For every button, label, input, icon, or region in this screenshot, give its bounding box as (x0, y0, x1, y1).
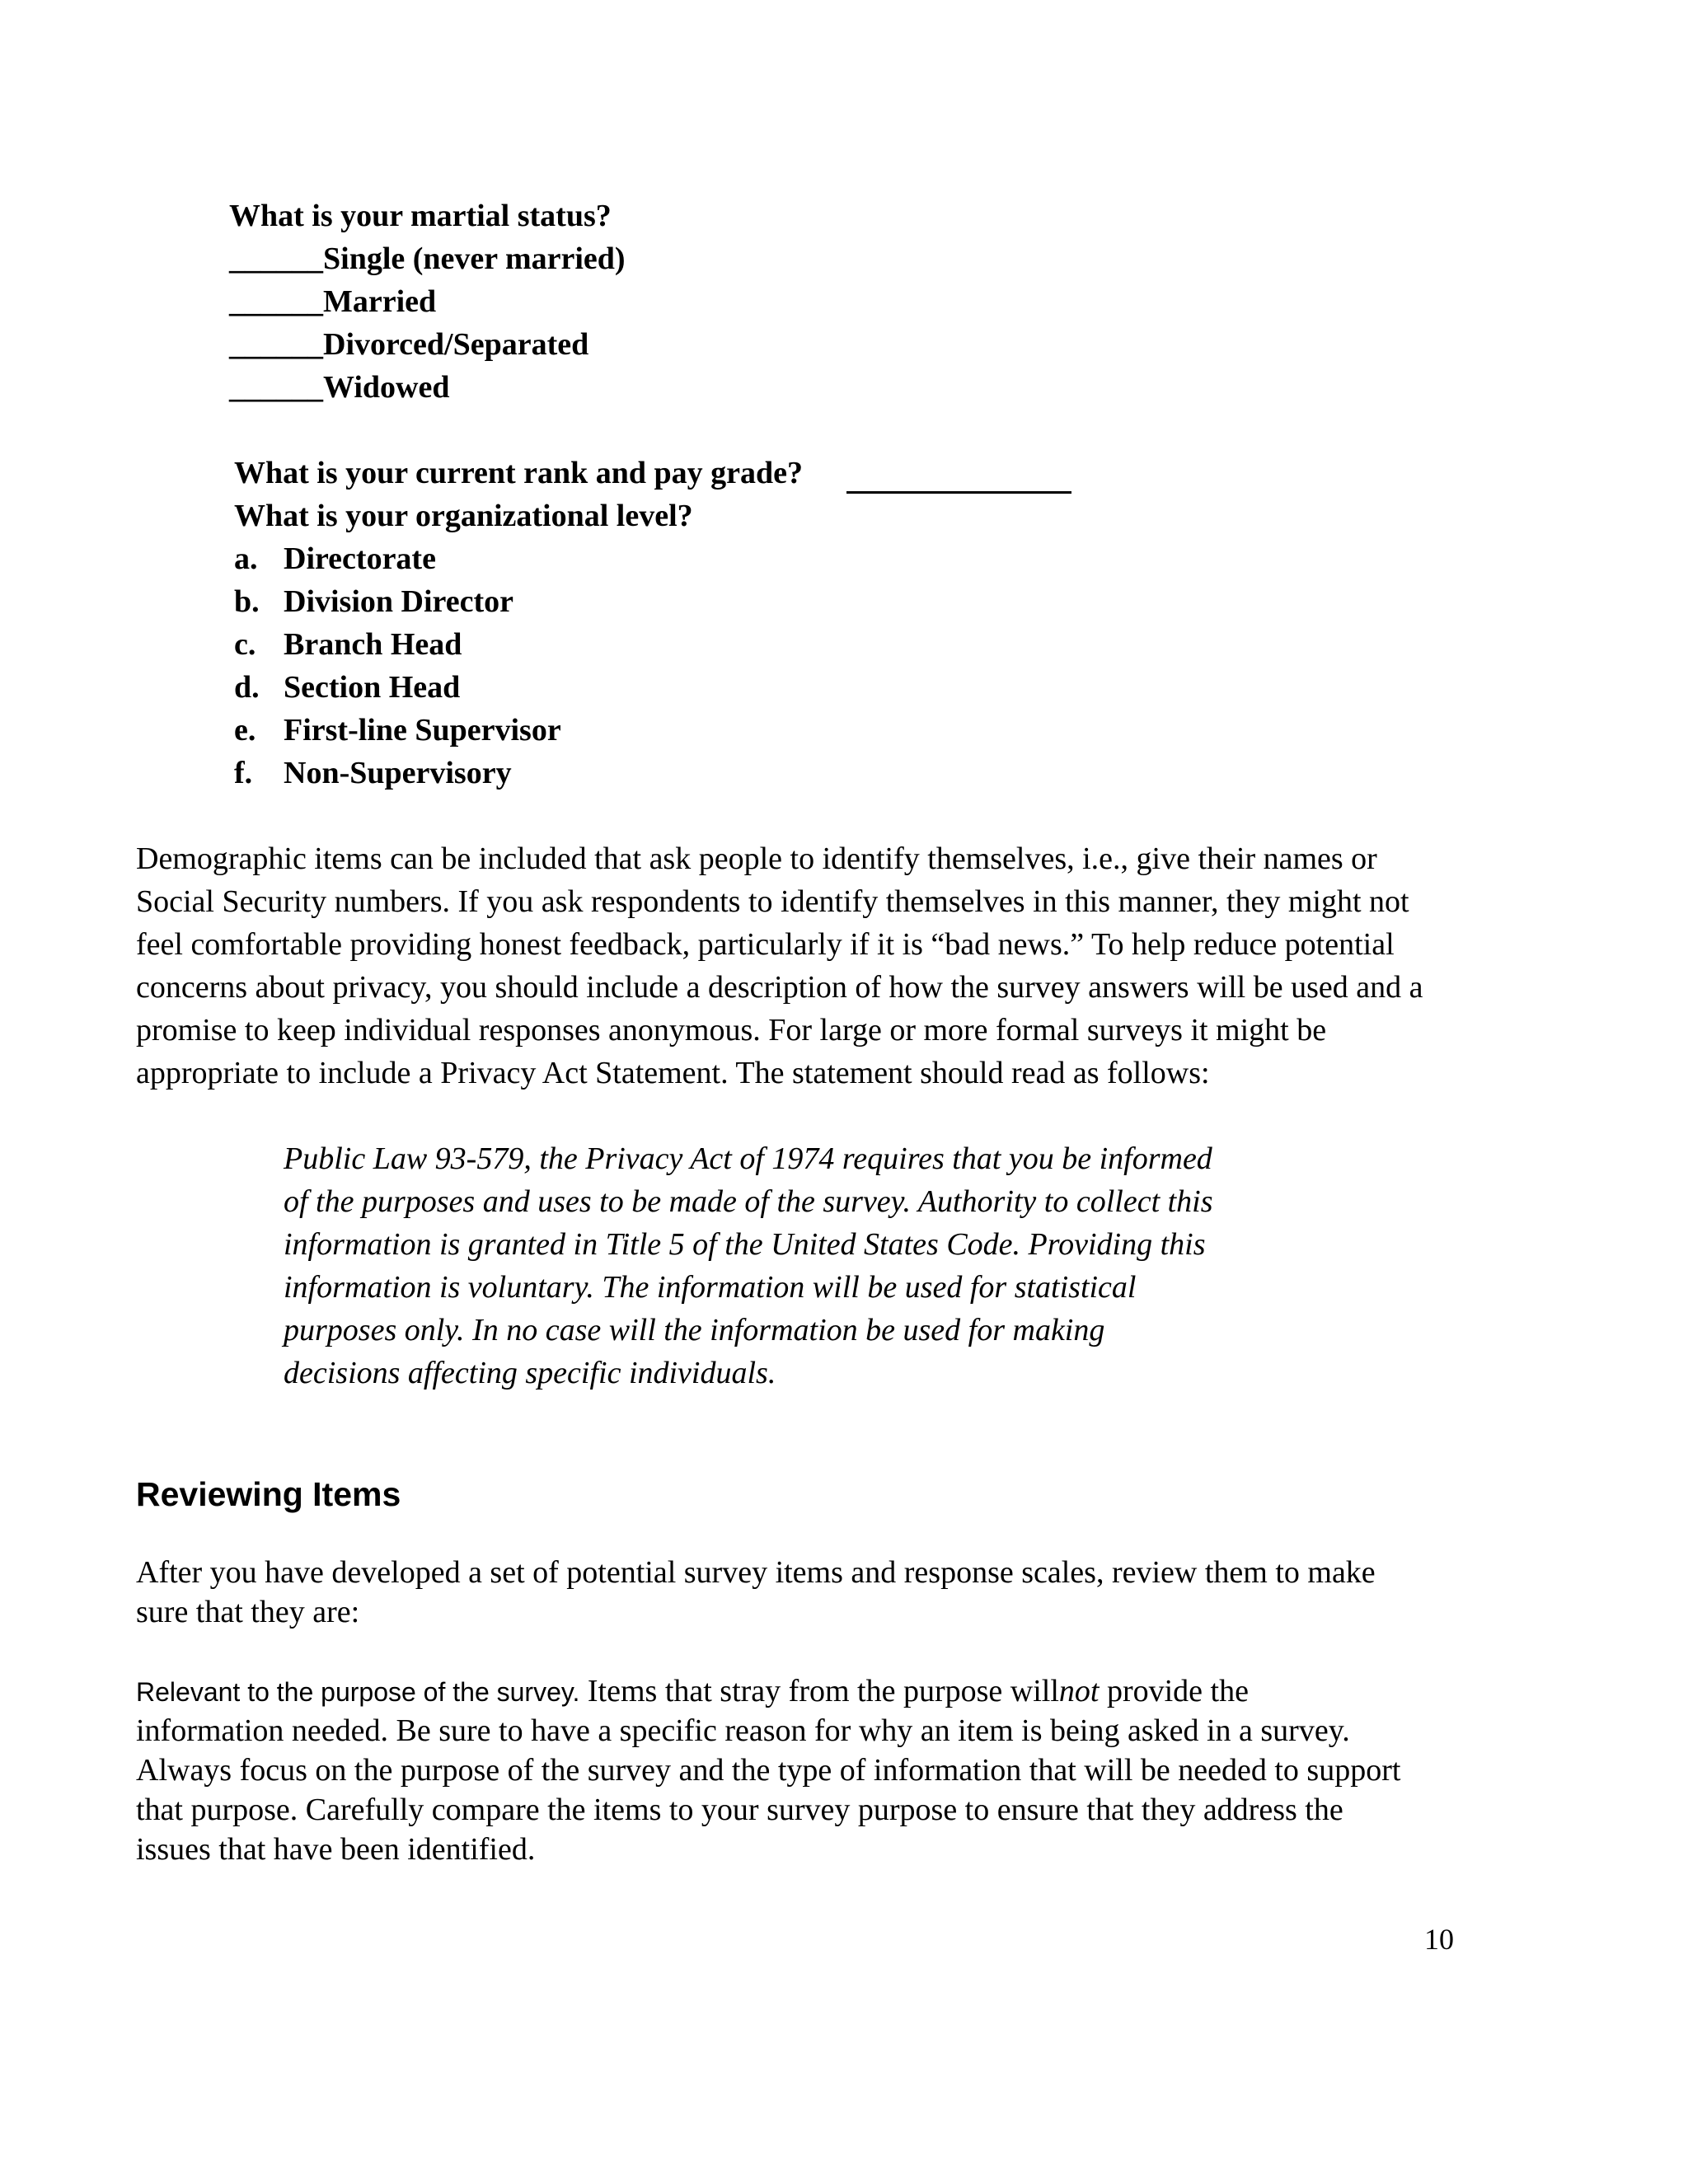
option-label: Married (323, 284, 437, 319)
org-option (234, 712, 561, 748)
org-option (234, 755, 512, 791)
paragraph-line: that purpose. Carefully compare the items to your survey purpose to ensure that they address the (136, 1793, 1343, 1827)
paragraph-line: Demographic items can be included that ask people to identify themselves, i.e., give their names or (136, 841, 1377, 876)
rank-question: What is your current rank and pay grade? (234, 456, 804, 490)
option-letter: a. (234, 541, 258, 576)
org-option (234, 669, 460, 705)
paragraph-line: After you have developed a set of potential survey items and response scales, review them to make (136, 1555, 1376, 1590)
answer-blank: ______ (229, 370, 323, 405)
paragraph-line: feel comfortable providing honest feedback, particularly if it is “bad news.” To help reduce potential (136, 927, 1395, 962)
section-heading: Reviewing Items (136, 1475, 401, 1513)
option-letter: e. (234, 713, 256, 748)
option-label: Widowed (323, 370, 450, 405)
paragraph-line: Always focus on the purpose of the survey and the type of information that will be needed to support (136, 1753, 1401, 1788)
org-question: What is your organizational level? (234, 499, 693, 533)
paragraph-line: appropriate to include a Privacy Act Statement. The statement should read as follows: (136, 1056, 1210, 1090)
option-letter: b. (234, 584, 260, 619)
option-label: Section Head (284, 670, 461, 705)
paragraph-line: sure that they are: (136, 1595, 360, 1629)
relevant-first-line (136, 1673, 1249, 1709)
paragraph-line: promise to keep individual responses anonymous. For large or more formal surveys it might be (136, 1013, 1327, 1047)
relevant-lead: Relevant to the purpose of the survey. (136, 1677, 580, 1707)
privacy-statement-line: Public Law 93-579, the Privacy Act of 1974 requires that you be informed (284, 1141, 1212, 1176)
paragraph-line: Social Security numbers. If you ask respondents to identify themselves in this manner, they might not (136, 884, 1409, 919)
option-letter: f. (234, 756, 253, 790)
option-label: Branch Head (284, 627, 462, 662)
marital-option (229, 326, 588, 363)
org-option (234, 583, 513, 620)
org-option (234, 626, 462, 663)
rank-answer-line (846, 491, 1071, 494)
paragraph-line: concerns about privacy, you should include a description of how the survey answers will be used and a (136, 970, 1423, 1005)
answer-blank: ______ (229, 327, 323, 362)
relevant-emphasis: not (1058, 1674, 1100, 1708)
paragraph-line: information needed. Be sure to have a specific reason for why an item is being asked in a survey. (136, 1713, 1350, 1748)
option-label: Division Director (284, 584, 513, 619)
option-label: Non-Supervisory (284, 756, 512, 790)
marital-question: What is your martial status? (229, 199, 612, 233)
privacy-statement-line: information is granted in Title 5 of the United States Code. Providing this (284, 1227, 1206, 1262)
page-number: 10 (1424, 1923, 1454, 1956)
answer-blank: ______ (229, 241, 323, 276)
option-letter: c. (234, 627, 256, 662)
option-label: First-line Supervisor (284, 713, 561, 748)
org-option (234, 541, 436, 577)
option-label: Single (never married) (323, 241, 626, 276)
marital-option (229, 284, 436, 320)
option-label: Directorate (284, 541, 436, 576)
privacy-statement-line: purposes only. In no case will the information be used for making (284, 1313, 1105, 1347)
option-letter: d. (234, 670, 260, 705)
privacy-statement-line: information is voluntary. The information will be used for statistical (284, 1270, 1137, 1305)
relevant-text: provide the (1099, 1674, 1249, 1708)
privacy-statement-line: of the purposes and uses to be made of the survey. Authority to collect this (284, 1184, 1213, 1219)
marital-option (229, 241, 626, 277)
answer-blank: ______ (229, 284, 323, 319)
marital-option (229, 369, 449, 405)
relevant-text: Items that stray from the purpose will (579, 1674, 1059, 1708)
paragraph-line: issues that have been identified. (136, 1832, 536, 1867)
privacy-statement-line: decisions affecting specific individuals. (284, 1356, 776, 1390)
option-label: Divorced/Separated (323, 327, 589, 362)
